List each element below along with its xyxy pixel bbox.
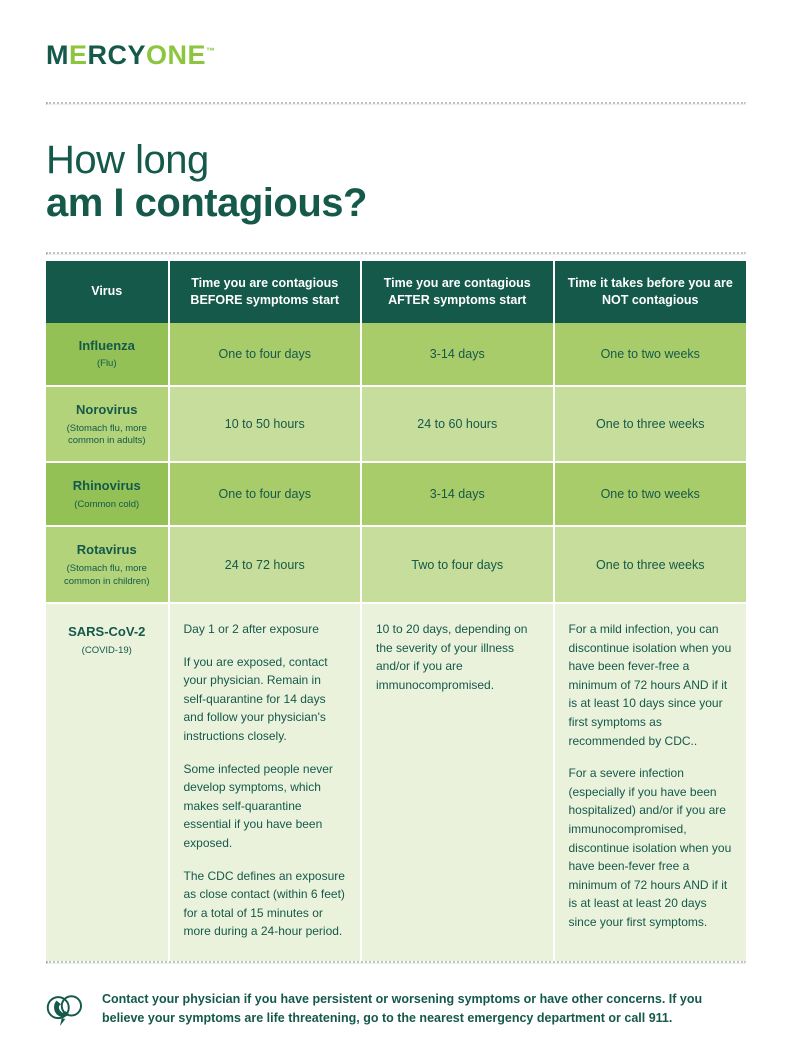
cell-after: Two to four days (361, 526, 554, 603)
paragraph: For a severe infection (especially if you have been hospitalized) and/or if you are immunocompromised, discontinue isolation when you have been-fever free a minimum of 72 hours AND if it is at least at least 20 days since your first symptoms. (568, 766, 732, 929)
cell-virus (46, 386, 169, 463)
contagious-table (46, 261, 746, 961)
paragraph: 10 to 20 days, depending on the severity of your illness and/or if you are immunocompromised. (376, 621, 528, 692)
cell-not-contagious: One to two weeks (554, 462, 747, 526)
title-line-2: am I contagious? (46, 181, 367, 225)
cell-not-contagious: One to three weeks (554, 386, 747, 463)
table-body (46, 323, 746, 961)
cell-before: One to four days (169, 462, 362, 526)
virus-name: Influenza (78, 337, 135, 353)
table-header (46, 261, 746, 323)
cell-before (169, 603, 362, 961)
cell-before: One to four days (169, 323, 362, 386)
cell-not-contagious: One to three weeks (554, 526, 747, 603)
virus-name: Rotavirus (76, 542, 137, 558)
table-row (46, 323, 746, 386)
virus-name: Norovirus (76, 401, 138, 417)
paragraph: The CDC defines an exposure as close contact (within 6 feet) for a total of 15 minutes or more during a 24-hour period. (183, 868, 345, 939)
cell-virus (46, 323, 169, 386)
paragraph: Some infected people never develop symptoms, which makes self-quarantine essential if you have been exposed. (183, 761, 333, 850)
cell-virus (46, 526, 169, 603)
table-row (46, 386, 746, 463)
logo-mercy-part2: RCY (87, 40, 147, 70)
cell-virus (46, 462, 169, 526)
paragraph: If you are exposed, contact your physician. Remain in self-quarantine for 14 days and follow your physician's instructions closely. (183, 654, 328, 743)
brand-logo (46, 0, 746, 88)
table-row-covid (46, 603, 746, 961)
table-row (46, 462, 746, 526)
logo-trademark: ™ (206, 46, 216, 56)
column-header-virus: Virus (46, 261, 169, 323)
footer-text: Contact your physician if you have persistent or worsening symptoms or have other concerns. If you believe your symptoms are life threatening, go to the nearest emergency department or call 911. (102, 991, 703, 1026)
footer-note (46, 974, 746, 1032)
cell-after: 24 to 60 hours (361, 386, 554, 463)
page-title (46, 105, 746, 252)
title-line-1: How long (46, 138, 209, 182)
cell-before: 24 to 72 hours (169, 526, 362, 603)
table-row (46, 526, 746, 603)
column-header-not-contagious: Time it takes before you are NOT contagious (554, 261, 747, 323)
virus-subtitle: (Flu) (96, 358, 117, 370)
divider-footer (46, 961, 746, 964)
virus-subtitle: (Stomach flu, more common in children) (63, 563, 150, 587)
cell-not-contagious (554, 603, 747, 961)
cell-after: 3-14 days (361, 323, 554, 386)
logo-mercy-part1: M (46, 40, 69, 70)
virus-subtitle: (COVID-19) (81, 645, 132, 657)
virus-subtitle: (Common cold) (74, 499, 140, 511)
divider-title (46, 252, 746, 255)
logo-text (46, 40, 216, 71)
virus-name: SARS-CoV-2 (68, 623, 146, 639)
table-header-row (46, 261, 746, 323)
cell-before: 10 to 50 hours (169, 386, 362, 463)
cell-virus (46, 603, 169, 961)
cell-not-contagious: One to two weeks (554, 323, 747, 386)
paragraph: For a mild infection, you can discontinue isolation when you have been fever-free a minimum of 72 hours AND if it is at least 10 days since your first symptoms as recommended by CDC.. (568, 621, 732, 748)
paragraph: Day 1 or 2 after exposure (183, 621, 319, 636)
logo-accent-letter: E (69, 40, 88, 70)
column-header-before: Time you are contagious BEFORE symptoms start (169, 261, 362, 323)
phone-chat-icon (46, 992, 88, 1032)
virus-name: Rhinovirus (72, 478, 141, 494)
column-header-after: Time you are contagious AFTER symptoms start (361, 261, 554, 323)
logo-one: ONE (146, 40, 207, 70)
virus-subtitle: (Stomach flu, more common in adults) (66, 422, 147, 446)
cell-after (361, 603, 554, 961)
cell-after: 3-14 days (361, 462, 554, 526)
